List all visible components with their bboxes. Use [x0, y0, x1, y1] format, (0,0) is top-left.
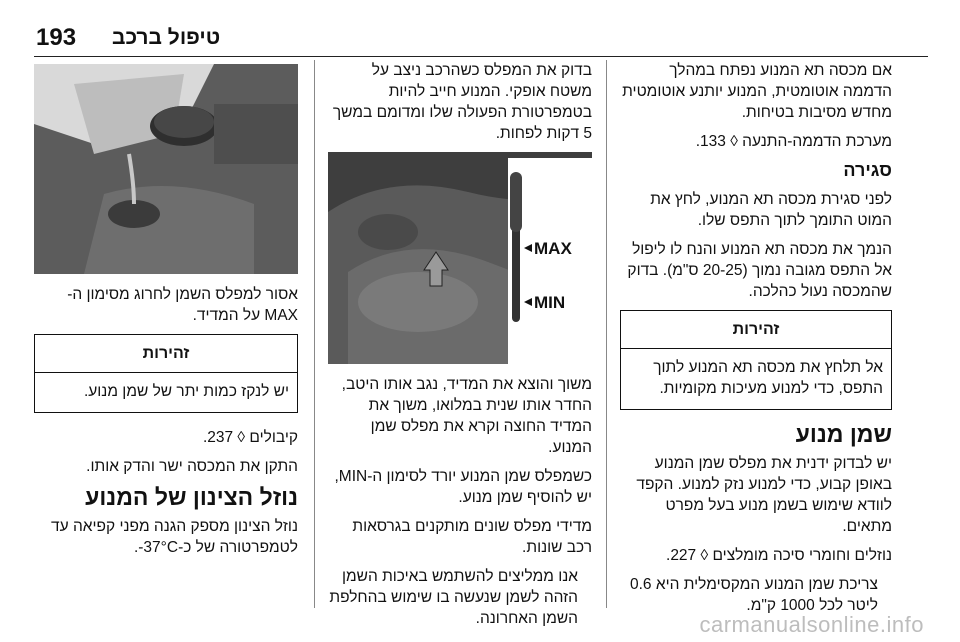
paragraph: כשמפלס שמן המנוע יורד לסימון ה-MIN, יש להוסיף שמן מנוע.: [334, 468, 592, 506]
paragraph: לפני סגירת מכסה תא המנוע, לחץ את המוט התומך לתוך התפס שלו.: [650, 191, 892, 229]
watermark: carmanualsonline.info: [699, 612, 924, 637]
oil-fill-photo: [34, 64, 298, 274]
page-header: [0, 0, 960, 58]
header-rule: [34, 56, 928, 57]
paragraph: אסור למפלס השמן לחרוג מסימון ה-MAX על המדיד.: [67, 286, 298, 324]
cross-reference: מערכת הדממה-התנעה ◊ 133.: [695, 133, 892, 150]
caution-text: יש לנקז כמות יתר של שמן מנוע.: [83, 383, 289, 400]
column-divider-right: [606, 60, 607, 608]
cross-reference: קיבולים ◊ 237.: [202, 429, 298, 446]
section-heading-engine-oil: שמן מנוע: [795, 421, 892, 447]
max-label: MAX: [534, 239, 572, 258]
caution-box: [34, 334, 298, 413]
paragraph: הנמך את מכסה תא המנוע והנח לו ליפול אל התפס מגובה נמוך (20-25 ס"מ). בדוק שהמכסה נעול כהלכה.: [627, 241, 892, 300]
paragraph: התקן את המכסה ישר והדק אותו.: [86, 458, 298, 475]
caution-title: זהירות: [35, 335, 297, 373]
paragraph: אנו ממליצים להשתמש באיכות השמן הזהה לשמן שנעשה בו שימוש בהחלפת השמן האחרונה.: [329, 568, 578, 627]
warning-title: זהירות: [621, 311, 891, 349]
warning-text: אל תלחץ את מכסה תא המנוע לתוך התפס, כדי למנוע מעיכות מקומיות.: [653, 359, 883, 397]
paragraph: אם מכסה תא המנוע נפתח במהלך הדממה אוטומטית, המנוע יותנע אוטומטית מחדש מסיבות בטיחות.: [622, 62, 892, 121]
chapter-title: טיפול ברכב: [112, 26, 221, 49]
section-heading-closing: סגירה: [843, 160, 892, 180]
cross-reference: נוזלים וחומרי סיכה מומלצים ◊ 227.: [666, 547, 892, 564]
paragraph: מדידי מפלס שונים מותקנים בגרסאות רכב שונות.: [352, 518, 592, 556]
section-heading-coolant: נוזל הצינון של המנוע: [85, 484, 298, 510]
column-right: [620, 60, 892, 624]
paragraph: משוך והוצא את המדיד, נגב אותו היטב, החדר אותו שנית במלואו, משוך את המדיד החוצה וקרא את מפלס שמן המנוע.: [341, 376, 592, 456]
page-number: 193: [36, 24, 77, 51]
min-label: MIN: [534, 293, 566, 312]
dipstick-photo: [328, 152, 592, 364]
paragraph: צריכת שמן המנוע המקסימלית היא 0.6 ליטר לכל 1000 ק"מ.: [630, 576, 878, 614]
column-middle: [328, 60, 592, 637]
oil-fill-illustration: [34, 64, 298, 274]
paragraph: נוזל הצינון מספק הגנה מפני קפיאה עד לטמפרטורה של כ-‎-37°C.: [51, 518, 298, 556]
column-left: [34, 60, 298, 566]
warning-box: [620, 310, 892, 410]
column-divider-left: [314, 60, 315, 608]
paragraph: יש לבדוק ידנית את מפלס שמן המנוע באופן קבוע, כדי למנוע נזק למנוע. הקפד לוודא שימוש בשמן מנוע בעל מפרט מתאים.: [636, 455, 892, 535]
paragraph: בדוק את המפלס כשהרכב ניצב על משטח אופקי. המנוע חייב להיות בטמפרטורת הפעולה שלו ומדומם במשך 5 דקות לפחות.: [332, 62, 592, 142]
